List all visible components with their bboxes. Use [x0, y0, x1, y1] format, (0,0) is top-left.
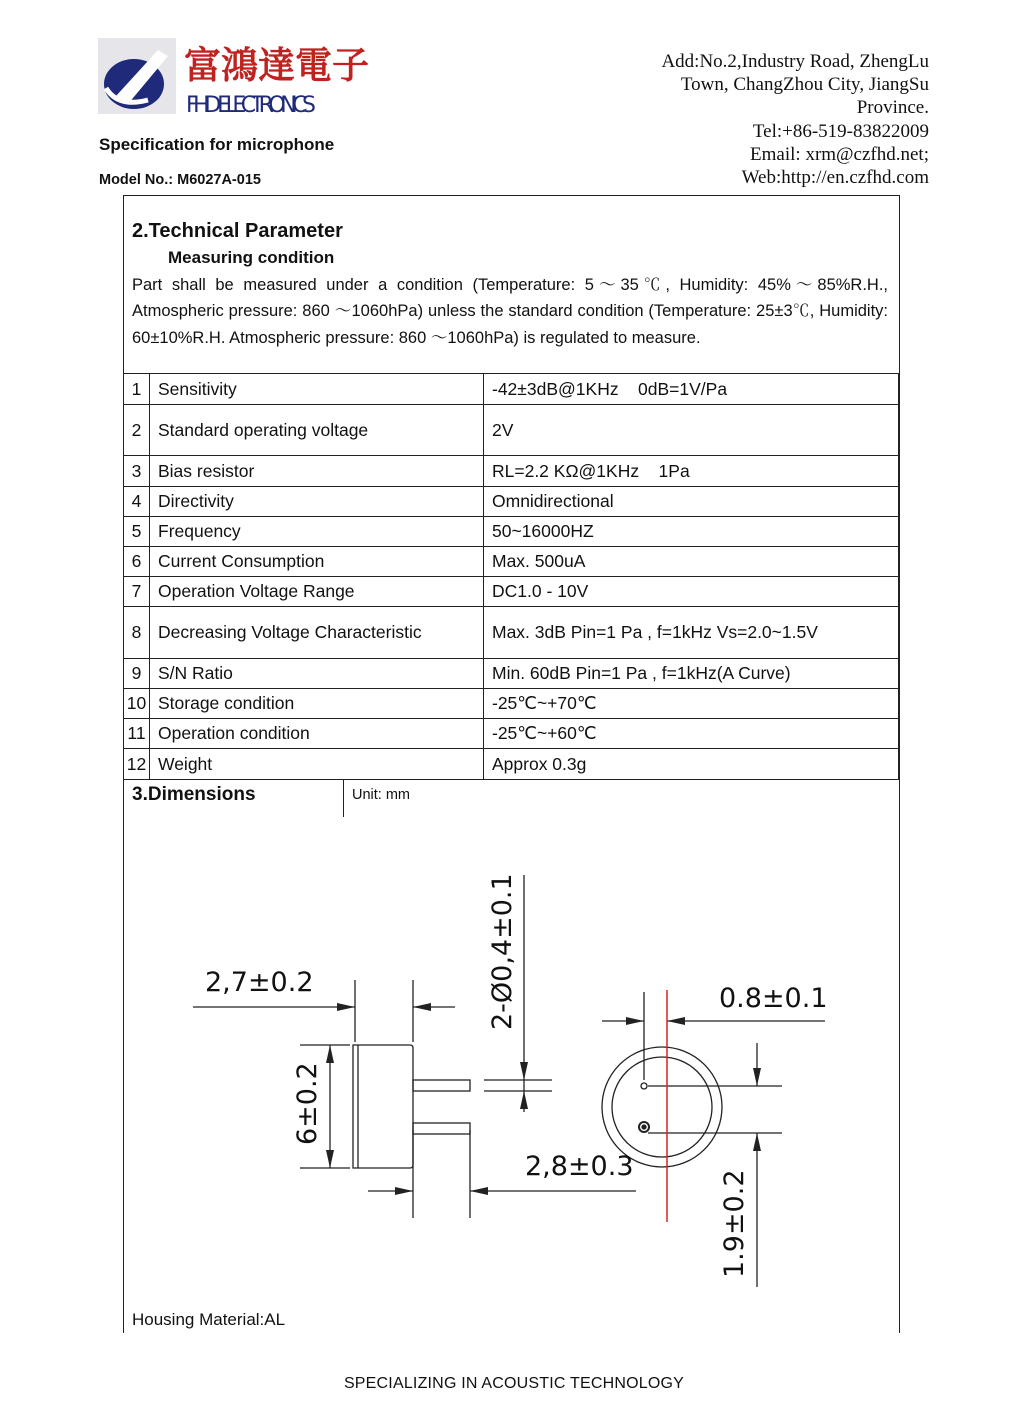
param-name: S/N Ratio [150, 659, 484, 689]
table-row [124, 456, 899, 487]
pin-top [413, 1080, 470, 1091]
row-number: 9 [124, 659, 150, 689]
param-name: Directivity [150, 487, 484, 517]
param-value: -42±3dB@1KHz 0dB=1V/Pa [484, 374, 899, 405]
param-name: Bias resistor [150, 456, 484, 487]
model-number: Model No.: M6027A-015 [99, 172, 261, 188]
parameter-table [123, 373, 899, 780]
param-name: Operation condition [150, 719, 484, 749]
table-row [124, 547, 899, 577]
row-number: 5 [124, 517, 150, 547]
row-number: 4 [124, 487, 150, 517]
param-name: Standard operating voltage [150, 405, 484, 456]
row-number: 3 [124, 456, 150, 487]
logo-company-cn: 富鴻達電子 [184, 44, 369, 87]
capsule-side-view [353, 1045, 413, 1168]
dimension-drawing [160, 860, 860, 1300]
section-technical-title: 2.Technical Parameter [132, 220, 343, 242]
param-value: Max. 500uA [484, 547, 899, 577]
web-line: Web:http://en.czfhd.com [741, 167, 929, 189]
company-address [609, 50, 929, 189]
table-row [124, 405, 899, 456]
dim-offset: 1.9±0.2 [719, 1169, 750, 1278]
table-row [124, 487, 899, 517]
dim-pin-diameter: 2-Ø0,4±0.1 [487, 873, 518, 1030]
dim-pin-spacing: 2,8±0.3 [525, 1151, 634, 1182]
param-value: 2V [484, 405, 899, 456]
param-value: 50~16000HZ [484, 517, 899, 547]
footer-tagline: SPECIALIZING IN ACOUSTIC TECHNOLOGY [343, 1375, 685, 1392]
housing-material: Housing Material:AL [132, 1310, 286, 1329]
param-name: Decreasing Voltage Characteristic [150, 607, 484, 659]
param-value: Max. 3dB Pin=1 Pa , f=1kHz Vs=2.0~1.5V [484, 607, 899, 659]
param-value: DC1.0 - 10V [484, 577, 899, 607]
address-line: Town, ChangZhou City, JiangSu [680, 74, 929, 96]
row-number: 12 [124, 749, 150, 780]
param-value: RL=2.2 KΩ@1KHz 1Pa [484, 456, 899, 487]
row-number: 2 [124, 405, 150, 456]
row-number: 10 [124, 689, 150, 719]
param-name: Frequency [150, 517, 484, 547]
dim-height: 6±0.2 [292, 1062, 323, 1145]
table-row [124, 517, 899, 547]
param-name: Current Consumption [150, 547, 484, 577]
row-number: 6 [124, 547, 150, 577]
row-number: 7 [124, 577, 150, 607]
row-number: 1 [124, 374, 150, 405]
phone-line: Tel:+86-519-83822009 [752, 120, 929, 142]
dim-length: 2,7±0.2 [205, 967, 314, 998]
section-dimensions-title: 3.Dimensions [132, 784, 256, 805]
pin-bottom [413, 1123, 470, 1134]
unit-label: Unit: mm [343, 780, 410, 817]
param-name: Weight [150, 749, 484, 780]
param-value: Min. 60dB Pin=1 Pa , f=1kHz(A Curve) [484, 659, 899, 689]
pin-hole-top [641, 1083, 647, 1089]
table-row [124, 374, 899, 405]
spec-title: Specification for microphone [99, 135, 335, 154]
param-value: -25℃~+60℃ [484, 719, 899, 749]
param-name: Storage condition [150, 689, 484, 719]
row-number: 11 [124, 719, 150, 749]
param-name: Sensitivity [150, 374, 484, 405]
table-row [124, 719, 899, 749]
table-row [124, 749, 899, 780]
email-line: Email: xrm@czfhd.net; [750, 143, 929, 165]
param-value: Omnidirectional [484, 487, 899, 517]
fhd-logo [98, 38, 369, 120]
param-value: -25℃~+70℃ [484, 689, 899, 719]
capsule-front-view [602, 1047, 722, 1167]
measuring-condition-title: Measuring condition [168, 248, 335, 267]
address-line: Province. [856, 97, 929, 119]
param-value: Approx 0.3g [484, 749, 899, 780]
table-row [124, 577, 899, 607]
measuring-condition-text: Part shall be measured under a condition (Temperature: 5～35℃, Humidity: 45%～85%R.H., Atmospheric pressure: 860 ～1060hPa) unless the standard condition (Temperature: 25±3℃, Humidity: 60±10%R.H. Atmospheric pressure: 860 ～1060hPa) is regulated to measure. [132, 276, 888, 347]
table-row [124, 607, 899, 659]
logo-company-en: FHD ELECTRONICS [186, 93, 316, 118]
row-number: 8 [124, 607, 150, 659]
table-row [124, 659, 899, 689]
param-name: Operation Voltage Range [150, 577, 484, 607]
dim-pin-width: 0.8±0.1 [719, 983, 828, 1014]
address-line: Add:No.2,Industry Road, ZhengLu [661, 51, 929, 72]
table-row [124, 689, 899, 719]
